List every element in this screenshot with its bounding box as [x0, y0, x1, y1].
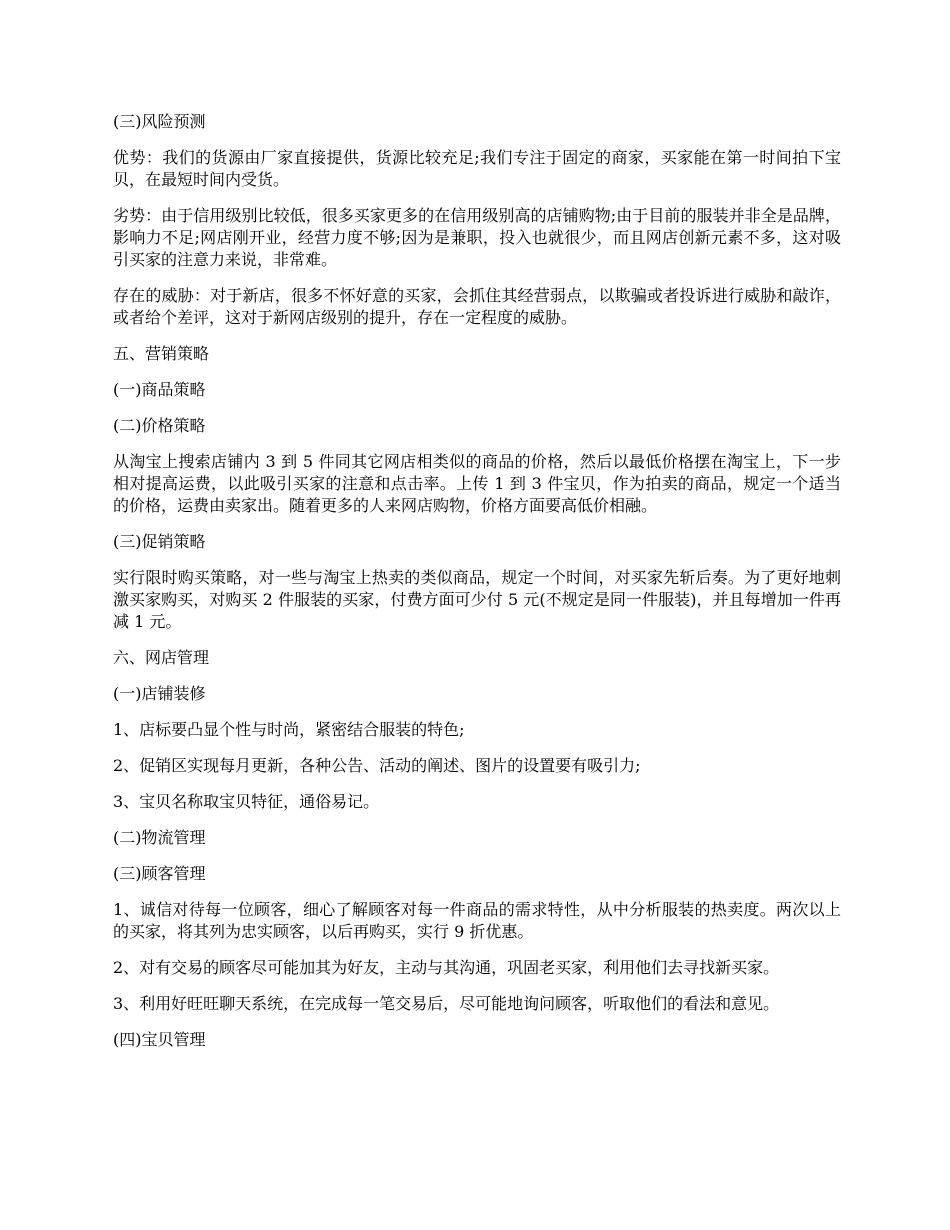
- list-item-store-logo: 1、店标要凸显个性与时尚，紧密结合服装的特色;: [113, 720, 465, 739]
- document-page: [113, 111, 841, 1065]
- subheading-customer-management: (三)顾客管理: [113, 864, 206, 883]
- subheading-store-decoration: (一)店铺装修: [113, 684, 206, 703]
- paragraph-price-strategy: 从淘宝上搜索店铺内 3 到 5 件同其它网店相类似的商品的价格，然后以最低价格摆在淘宝上，下一步相对提高运费，以此吸引买家的注意和点击率。上传 1 到 3 件宝贝，作为拍卖的商品，规定一个适当的价格，运费由卖家出。随着更多的人来网店购物，价格方面要高低价相融。: [113, 452, 841, 515]
- list-item-add-friends: 2、对有交易的顾客尽可能加其为好友，主动与其沟通，巩固老买家，利用他们去寻找新买家。: [113, 958, 780, 977]
- section-heading-marketing-strategy: 五、营销策略: [113, 344, 210, 363]
- subheading-item-management: (四)宝贝管理: [113, 1030, 206, 1049]
- paragraph-weaknesses: 劣势：由于信用级别比较低，很多买家更多的在信用级别高的店铺购物;由于目前的服装并非全是品牌，影响力不足;网店刚开业，经营力度不够;因为是兼职，投入也就很少，而且网店创新元素不多，这对吸引买家的注意力来说，非常难。: [113, 206, 841, 269]
- list-item-wangwang-chat: 3、利用好旺旺聊天系统，在完成每一笔交易后，尽可能地询问顾客，听取他们的看法和意见。: [113, 994, 780, 1013]
- list-item-honest-treatment: 1、诚信对待每一位顾客，细心了解顾客对每一件商品的需求特性，从中分析服装的热卖度。两次以上的买家，将其列为忠实顾客，以后再购买，实行 9 折优惠。: [113, 900, 841, 941]
- paragraph-threats: 存在的威胁：对于新店，很多不怀好意的买家，会抓住其经营弱点，以欺骗或者投诉进行威胁和敲诈，或者给个差评，这对于新网店级别的提升，存在一定程度的威胁。: [113, 286, 841, 327]
- subheading-promotion-strategy: (三)促销策略: [113, 532, 206, 551]
- section-heading-store-management: 六、网店管理: [113, 648, 210, 667]
- subheading-price-strategy: (二)价格策略: [113, 416, 206, 435]
- list-item-item-naming: 3、宝贝名称取宝贝特征，通俗易记。: [113, 792, 380, 811]
- subheading-product-strategy: (一)商品策略: [113, 380, 206, 399]
- subheading-logistics-management: (二)物流管理: [113, 828, 206, 847]
- paragraph-strengths: 优势：我们的货源由厂家直接提供，货源比较充足;我们专注于固定的商家，买家能在第一时间拍下宝贝，在最短时间内受货。: [113, 148, 841, 189]
- list-item-promotion-area: 2、促销区实现每月更新，各种公告、活动的阐述、图片的设置要有吸引力;: [113, 756, 641, 775]
- section-heading-risk-forecast: (三)风险预测: [113, 112, 206, 131]
- paragraph-promotion-strategy: 实行限时购买策略，对一些与淘宝上热卖的类似商品，规定一个时间，对买家先斩后奏。为了更好地刺激买家购买，对购买 2 件服装的买家，付费方面可少付 5 元(不规定是同一件服装)，并且每增加一件再减 1 元。: [113, 568, 841, 631]
